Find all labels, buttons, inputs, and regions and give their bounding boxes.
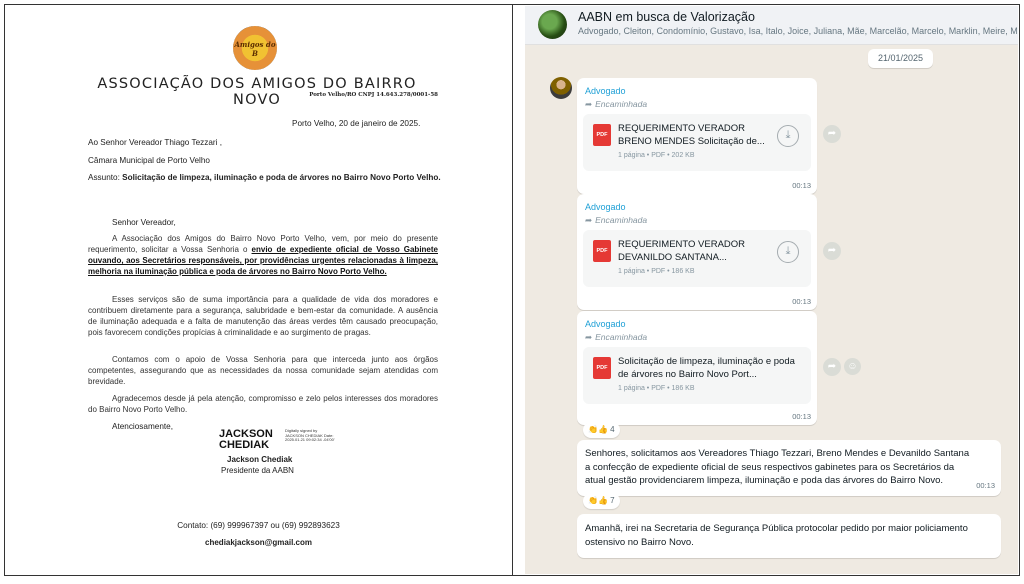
forward-button-icon[interactable]: ➦ (823, 125, 841, 143)
p1-text: A Associação dos Amigos do Bairro Novo Porto Velho, vem, por meio do presente requerimento, solicitar a Vossa Senhoria o (88, 234, 438, 254)
signer-role: Presidente da AABN (221, 466, 294, 475)
org-title: ASSOCIAÇÃO DOS AMIGOS DO BAIRRO NOVO (97, 76, 417, 108)
download-icon[interactable]: ⤓ (777, 125, 799, 147)
forwarded-label (585, 99, 647, 110)
p1-bold: envio de expediente oficial de Vosso Gabinete ouvando, aos Secretários responsáveis, por providências urgentes relacionadas à limpeza, melhoria na iluminação pública e poda de árvores no Bairro Novo Porto Velho. (88, 244, 438, 276)
document-meta: 1 página • PDF • 186 KB (618, 385, 695, 392)
group-members: Advogado, Cleiton, Condomínio, Gustavo, Isa, Italo, Joice, Juliana, Mãe, Marcelão, Marcelo, Marklin, Meire, M (578, 26, 1018, 36)
signature-line-2: CHEDIAK (219, 439, 270, 451)
contact-email: chediakjackson@gmail.com (205, 538, 312, 547)
letter-paragraph-1 (88, 234, 438, 278)
letter-greeting: Senhor Vereador, (112, 218, 176, 227)
download-icon[interactable]: ⤓ (777, 241, 799, 263)
chat-header[interactable] (525, 6, 1018, 45)
message-text: Amanhã, irei na Secretaria de Segurança Pública protocolar pedido por maior policiamento ostensivo no Bairro Novo. (585, 523, 968, 548)
forwarded-label (585, 332, 647, 343)
letter-document (6, 6, 511, 574)
document-attachment[interactable] (583, 347, 811, 404)
message-time: 00:13 (976, 480, 995, 490)
forwarded-label (585, 215, 647, 226)
document-title: Solicitação de limpeza, iluminação e poda de árvores no Bairro Novo Port... (618, 356, 795, 380)
letter-recipient: Ao Senhor Vereador Thiago Tezzari , (88, 138, 222, 147)
letter-subject (88, 172, 448, 183)
emoji-reaction-icon[interactable]: ☺ (844, 358, 861, 375)
text-message-bubble[interactable] (577, 514, 1001, 558)
pdf-icon: PDF (593, 357, 611, 379)
reaction-badge[interactable]: 👏👍 7 (583, 493, 620, 509)
message-bubble[interactable] (577, 194, 817, 310)
forward-arrow-icon: ➦ (585, 215, 593, 225)
document-meta: 1 página • PDF • 202 KB (618, 152, 695, 159)
date-chip: 21/01/2025 (868, 49, 933, 68)
reaction-badge[interactable]: 👏👍 4 (583, 422, 620, 438)
cnpj-line: Porto Velho/RO CNPJ 14.643.278/0001-58 (309, 92, 438, 98)
document-attachment[interactable] (583, 230, 811, 287)
sender-name[interactable]: Advogado (585, 319, 626, 329)
message-time: 00:13 (792, 181, 811, 190)
forwarded-text: Encaminhada (595, 332, 648, 342)
subject-text: Solicitação de limpeza, iluminação e poda de árvores no Bairro Novo Porto Velho. (122, 173, 441, 182)
forwarded-text: Encaminhada (595, 215, 648, 225)
contact-line: Contato: (69) 999967397 ou (69) 992893623 (177, 521, 340, 530)
message-bubble[interactable] (577, 78, 817, 194)
document-title: REQUERIMENTO VERADOR BRENO MENDES Solicitação de... (618, 123, 765, 147)
text-message-bubble[interactable] (577, 440, 1001, 496)
sender-name[interactable]: Advogado (585, 202, 626, 212)
message-text: Senhores, solicitamos aos Vereadores Thiago Tezzari, Breno Mendes e Devanildo Santana a confecção de expediente oficial de seus respectivos gabinetes para os Secretários da atual gestão providenciarem limpeza, iluminação e poda das árvores do Bairro Novo. (585, 448, 970, 486)
association-logo (233, 26, 277, 70)
letter-paragraph-4: Agradecemos desde já pela atenção, compromisso e zelo pelos interesses dos moradores do Bairro Novo Porto Velho. (88, 394, 438, 414)
forward-button-icon[interactable]: ➦ (823, 242, 841, 260)
pdf-icon: PDF (593, 240, 611, 262)
message-time: 00:13 (792, 297, 811, 306)
letter-paragraph-2: Esses serviços são de suma importância para a qualidade de vida dos moradores e contribuem diretamente para a segurança, salubridade e bem-estar da comunidade. A ausência de iluminação adequada e a falta de manutenção das áreas verdes têm causado preocupação, pois favorecem condições propícias à criminalidade e ao surgimento de pragas. (88, 295, 438, 337)
letter-paragraph-3: Contamos com o apoio de Vossa Senhoria para que interceda junto aos órgãos competentes, assegurando que as necessidades da nossa comunidade sejam atendidas com brevidade. (88, 355, 438, 386)
subject-label: Assunto: (88, 173, 123, 182)
message-bubble[interactable] (577, 311, 817, 425)
sender-avatar[interactable] (550, 77, 572, 99)
forward-arrow-icon: ➦ (585, 332, 593, 342)
pdf-icon: PDF (593, 124, 611, 146)
forward-arrow-icon: ➦ (585, 99, 593, 109)
letter-closing: Atenciosamente, (112, 422, 173, 431)
digital-signature-note: Digitally signed by JACKSON CHEDIAK Date: 2025.01.21 09:02:34 -04'00' (285, 428, 335, 443)
document-title: REQUERIMENTO VERADOR DEVANILDO SANTANA... (618, 239, 746, 263)
sender-name[interactable]: Advogado (585, 86, 626, 96)
chat-panel (525, 6, 1018, 574)
logo-text: Amigos do B (234, 40, 276, 58)
letter-institution: Câmara Municipal de Porto Velho (88, 156, 210, 165)
group-avatar[interactable] (538, 10, 567, 39)
forwarded-text: Encaminhada (595, 99, 648, 109)
document-meta: 1 página • PDF • 186 KB (618, 268, 695, 275)
letter-date: Porto Velho, 20 de janeiro de 2025. (292, 119, 421, 128)
panel-divider (512, 4, 513, 576)
document-attachment[interactable] (583, 114, 811, 171)
signature-name (219, 429, 273, 451)
signer-name: Jackson Chediak (227, 455, 293, 464)
group-name[interactable]: AABN em busca de Valorização (578, 10, 755, 24)
signature-line-1: JACKSON (219, 428, 273, 440)
message-time: 00:13 (792, 412, 811, 421)
forward-button-icon[interactable]: ➦ (823, 358, 841, 376)
